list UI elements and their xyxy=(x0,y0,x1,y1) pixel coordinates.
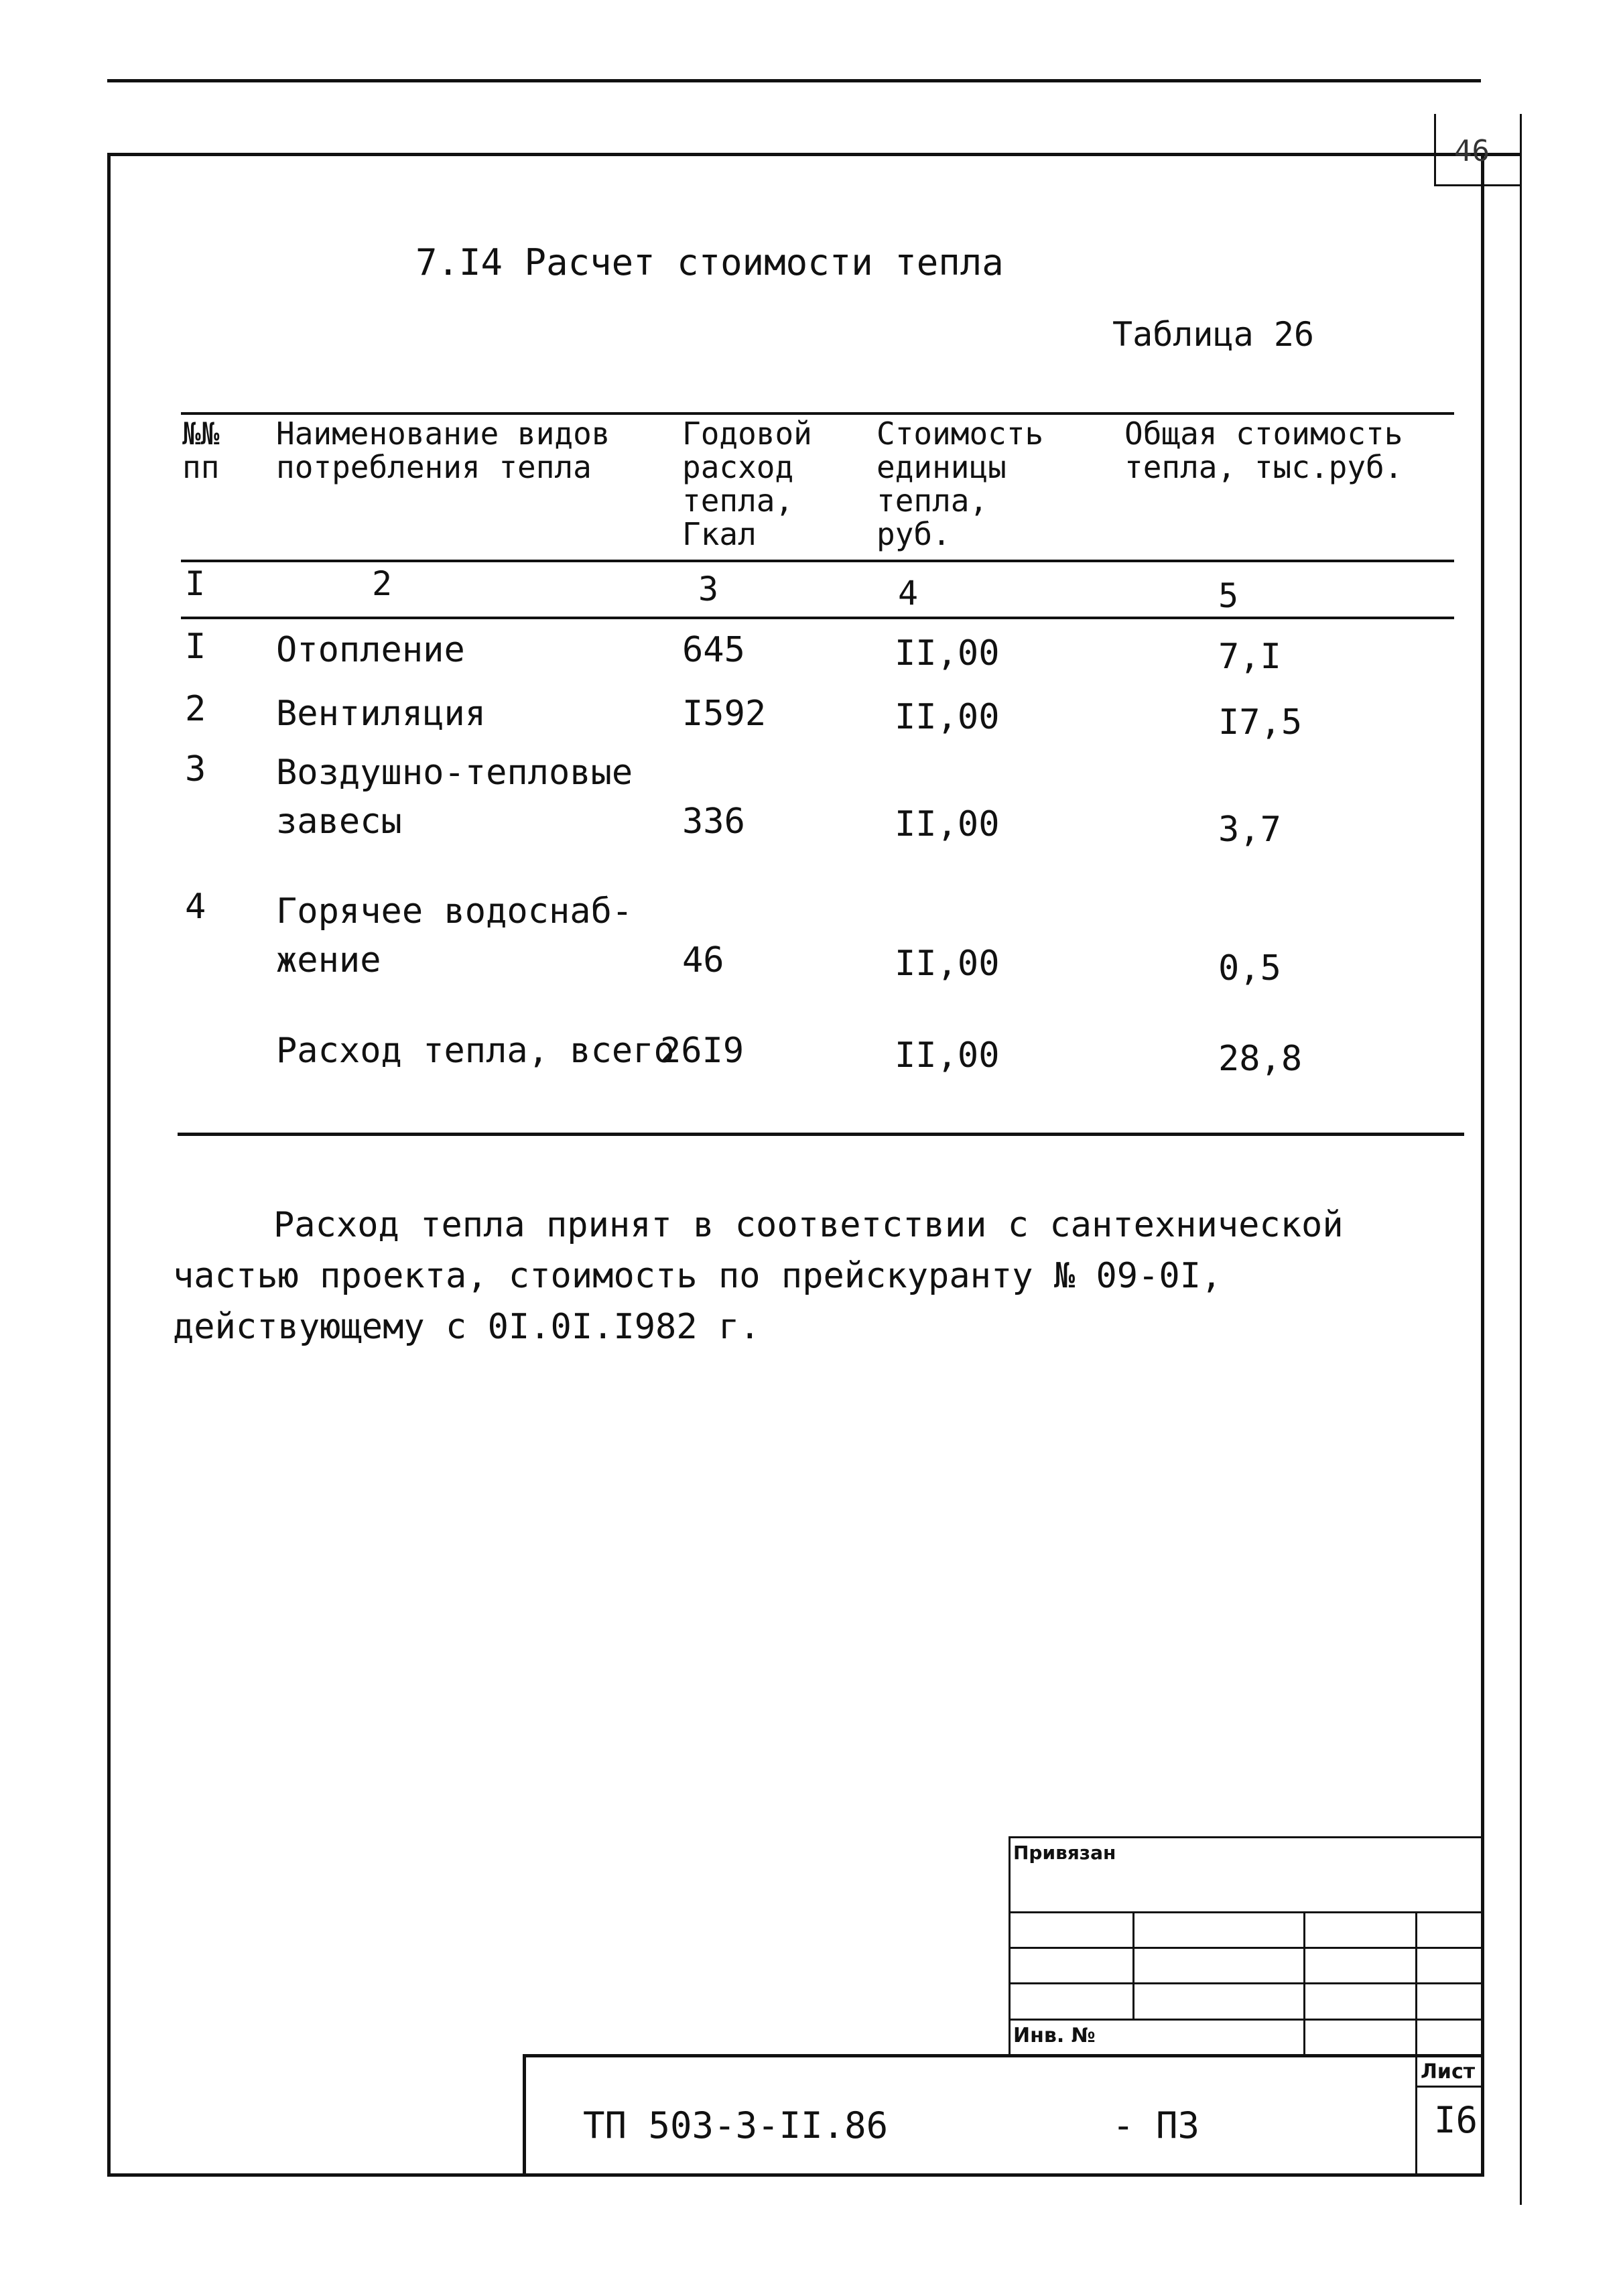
page-number: 46 xyxy=(1454,134,1490,168)
column-number-5: 5 xyxy=(1218,576,1239,615)
consumption-type: Отопление xyxy=(276,630,465,670)
linked-label: Привязан xyxy=(1013,1842,1116,1864)
stamp-main-top xyxy=(523,2054,1483,2057)
document-code: ТП 503-3-II.86 xyxy=(583,2104,889,2147)
column-number-3: 3 xyxy=(698,570,719,609)
table-caption: Таблица 26 xyxy=(1112,315,1315,354)
total-unit-cost: II,00 xyxy=(895,1035,1000,1076)
stamp-grid-row3 xyxy=(1009,1982,1483,1984)
annual-consumption: 46 xyxy=(682,940,724,980)
frame-right xyxy=(1481,153,1484,2177)
stamp-grid-row1 xyxy=(1009,1911,1483,1913)
section-title: 7.I4 Расчет стоимости тепла xyxy=(415,241,1004,283)
note-paragraph: Расход тепла принят в соответствии с сантехнической частью проекта, стоимость по прейскуранту № 09-0I, действующему с 0I.0I.I982 г. xyxy=(173,1205,1344,1347)
annual-consumption: I592 xyxy=(682,694,767,734)
document-part: - ПЗ xyxy=(1112,2104,1200,2147)
total-cost: I7,5 xyxy=(1218,702,1303,743)
consumption-type: Воздушно-тепловые xyxy=(276,753,633,793)
stamp-grid-row2 xyxy=(1009,1947,1483,1949)
frame-left xyxy=(107,153,111,2177)
column-number-1: I xyxy=(185,564,206,603)
row-number: 4 xyxy=(185,887,206,927)
sheet-label-divider xyxy=(1415,2086,1483,2088)
unit-cost: II,00 xyxy=(895,944,1000,984)
column-number-4: 4 xyxy=(898,574,919,613)
page-number-box-bottom xyxy=(1434,184,1521,186)
frame-bottom xyxy=(107,2173,1484,2177)
header-unit-cost: Стоимость единицы тепла, руб. xyxy=(877,416,1044,552)
header-bottom-rule xyxy=(181,560,1454,562)
page-number-box-left xyxy=(1434,114,1436,186)
unit-cost: II,00 xyxy=(895,633,1000,674)
total-cost-sum: 28,8 xyxy=(1218,1039,1303,1079)
stamp-grid-row4 xyxy=(1009,2019,1483,2021)
unit-cost: II,00 xyxy=(895,697,1000,737)
total-cost: 0,5 xyxy=(1218,948,1281,988)
frame-top xyxy=(107,153,1521,156)
total-cost: 3,7 xyxy=(1218,810,1281,850)
row-number: I xyxy=(185,627,206,667)
table-top-rule xyxy=(181,412,1454,415)
top-rule xyxy=(107,79,1481,82)
row-number: 2 xyxy=(185,689,206,729)
table-bottom-rule xyxy=(178,1133,1464,1136)
consumption-type-continued: завесы xyxy=(276,802,402,842)
outer-right-edge xyxy=(1520,114,1522,2205)
row-number: 3 xyxy=(185,749,206,789)
annual-consumption: 645 xyxy=(682,630,745,670)
stamp-grid-col3 xyxy=(1415,1911,1417,2176)
unit-cost: II,00 xyxy=(895,804,1000,844)
sheet-number: I6 xyxy=(1434,2099,1478,2141)
stamp-grid-top xyxy=(1009,1836,1483,1838)
sheet-label: Лист xyxy=(1421,2060,1476,2084)
annual-consumption: 336 xyxy=(682,802,745,842)
consumption-type: Вентиляция xyxy=(276,694,486,734)
consumption-type: Горячее водоснаб- xyxy=(276,891,633,932)
header-total-cost: Общая стоимость тепла, тыс.руб. xyxy=(1124,416,1403,485)
stamp-grid-col2 xyxy=(1303,1911,1305,2055)
header-annual-consumption: Годовой расход тепла, Гкал xyxy=(682,416,812,552)
header-row-number: №№ пп xyxy=(182,416,220,485)
inventory-number-label: Инв. № xyxy=(1013,2024,1096,2047)
stamp-main-left xyxy=(523,2054,526,2175)
column-numbers-bottom-rule xyxy=(181,617,1454,619)
total-label: Расход тепла, всего xyxy=(276,1031,675,1071)
consumption-type-continued: жение xyxy=(276,940,381,980)
column-number-2: 2 xyxy=(372,564,393,603)
total-cost: 7,I xyxy=(1218,637,1281,677)
stamp-grid-col1 xyxy=(1132,1911,1134,2019)
header-consumption-type: Наименование видов потребления тепла xyxy=(276,416,610,485)
total-annual-consumption: 26I9 xyxy=(660,1031,744,1071)
